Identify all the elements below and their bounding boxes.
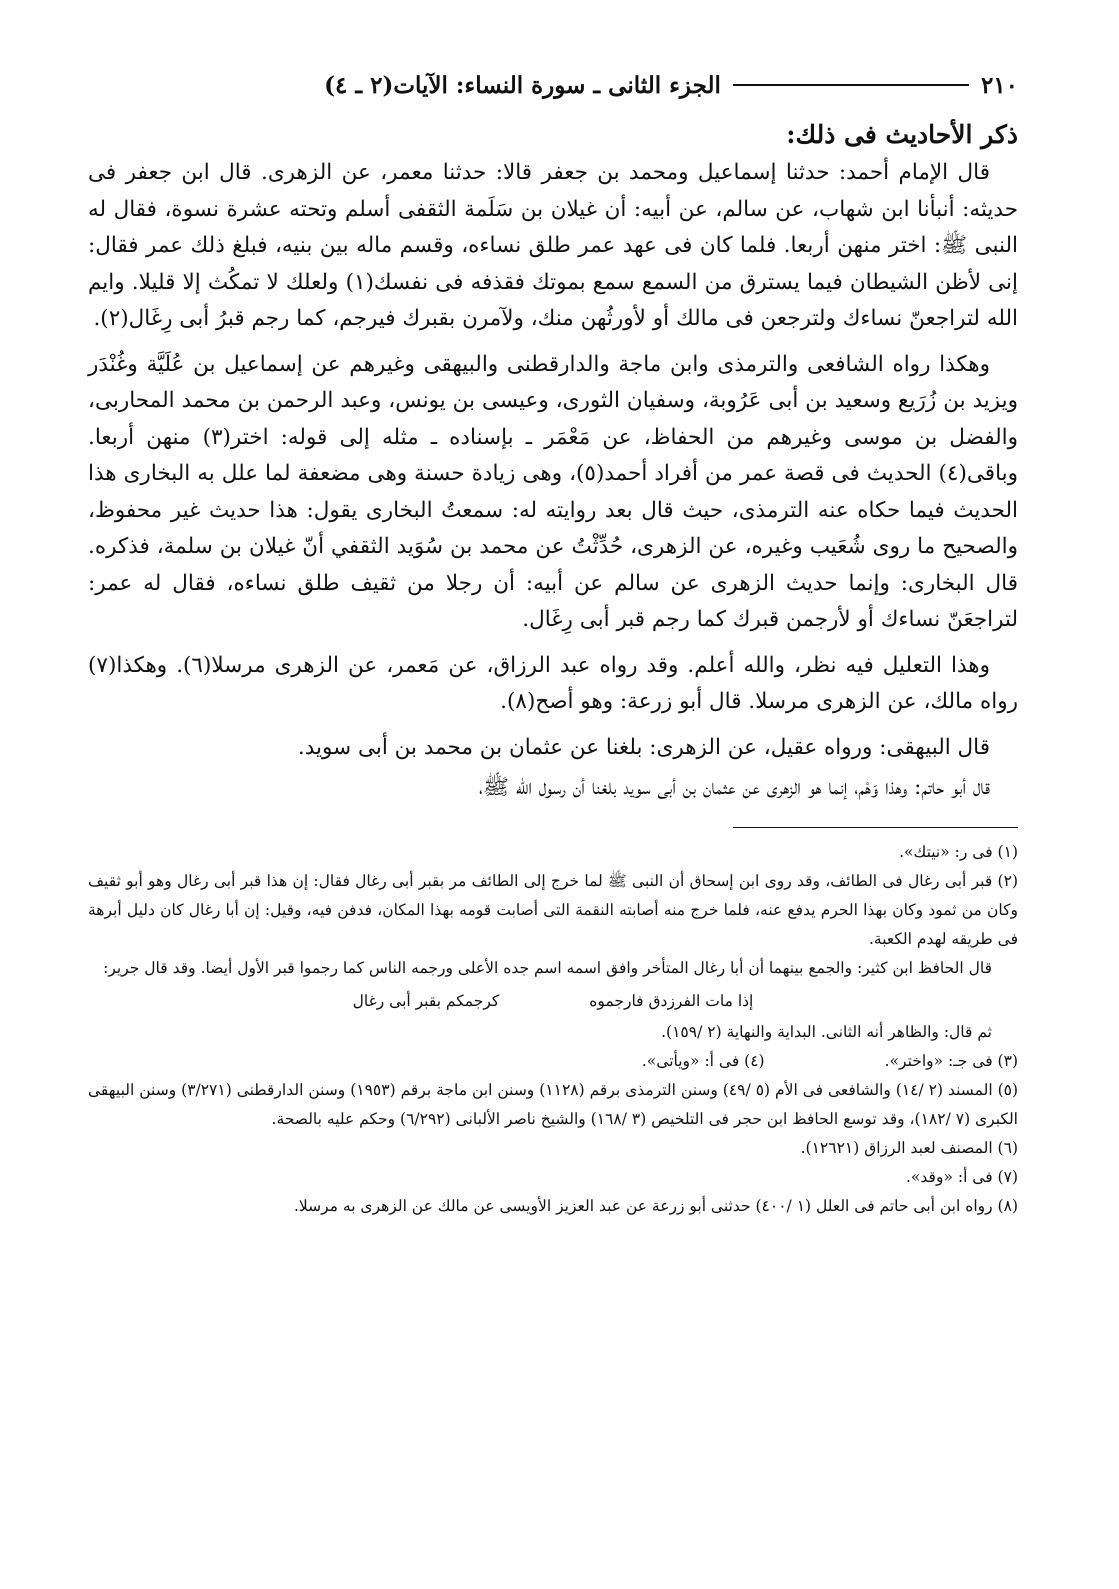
verse-first-hemistich: إذا مات الفرزدق فارجموه xyxy=(589,991,754,1010)
paragraph: قال أبو حاتم: وهذا وَهْم، إنما هو الزهرى عن عثمان بن أبى سويد بلغنا أن رسول الله ﷺ، xyxy=(478,775,990,800)
footnote-row xyxy=(88,1047,1018,1076)
page-number: ٢١٠ xyxy=(980,71,1018,99)
paragraph: وهكذا رواه الشافعى والترمذى وابن ماجة والدارقطنى والبيهقى وغيرهم عن إسماعيل بن عُلَيَّة وغُنْدَر ويزيد بن زُرَيع وسعيد بن أبى عَرُوبة، وسفيان الثورى، وعيسى بن يونس، وعبد الرحمن بن محمد المحاربى، والفضل بن موسى وغيرهم من الحفاظ، عن مَعْمَر ـ بإسناده ـ مثله إلى قوله: اختر(٣) منهن أربعا. وباقى(٤) الحديث فى قصة عمر من أفراد أحمد(٥)، وهى زيادة حسنة وهى مضعفة لما علل به البخارى هذا الحديث فيما حكاه عنه الترمذى، حيث قال بعد روايته له: سمعتُ البخارى يقول: هذا حديث غير محفوظ، والصحيح ما روى شُعَيب وغيره، عن الزهرى، حُدِّثْتُ عن محمد بن سُوَيد الثقفي أنّ غيلان بن سلمة، فذكره. قال البخارى: وإنما حديث الزهرى عن سالم عن أبيه: أن رجلا من ثقيف طلق نساءه، فقال له عمر: لتراجعَنّ نساءك أو لأرجمن قبرك كما رجم قبر أبى رِغَال. xyxy=(88,351,1018,632)
footnotes xyxy=(88,838,1018,1221)
footnote-7: (٧) فى أ: «وقد». xyxy=(906,1167,1018,1186)
paragraph: قال البيهقى: ورواه عقيل، عن الزهرى: بلغنا عن عثمان بن محمد بن أبى سويد. xyxy=(297,734,990,760)
running-header xyxy=(88,64,1018,106)
footnote-1: (١) فى ر: «نيتك». xyxy=(899,842,1018,861)
running-title: الجزء الثانى ـ سورة النساء: الآيات(٢ ـ ٤) xyxy=(324,71,721,99)
footnote-5: (٥) المسند (٢ /١٤) والشافعى فى الأم (٥ /٤٩) وسنن الترمذى برقم (١١٢٨) وسنن ابن ماجة برقم (١٩٥٣) وسنن الدارقطنى (٣/٢٧١) وسنن البيهقى الكبرى (٧ /١٨٢)، وقد توسع الحافظ ابن حجر فى التلخيص (٣ /١٦٨) والشيخ ناصر الألبانى (٦/٢٩٢) وحكم عليه بالصحة. xyxy=(88,1080,1019,1128)
footnote-2: (٢) قبر أبى رغال فى الطائف، وقد روى ابن إسحاق أن النبى ﷺ لما خرج إلى الطائف مر بقبر أبى رغال فقال: إن هذا قبر أبى رغال وهو أبو ثقيف وكان من ثمود وكان بهذا الحرم يدفع عنه، فلما خرج منه أصابته النقمة التى أصابت قومه بهذا المكان، فدفن فيه، وقيل: إن أبا رغال كان دليل أبرهة فى طريقه لهدم الكعبة. xyxy=(88,871,1018,948)
footnote-3: (٣) فى جـ: «واختر». xyxy=(884,1051,1018,1070)
verse-second-hemistich: كرجمكم بقبر أبى رغال xyxy=(352,991,500,1010)
paragraph: وهذا التعليل فيه نظر، والله أعلم. وقد رواه عبد الرزاق، عن مَعمر، عن الزهرى مرسلا(٦). وهكذا(٧) رواه مالك، عن الزهرى مرسلا. قال أبو زرعة: وهو أصح(٨). xyxy=(88,652,1018,714)
section-title: ذكر الأحاديث فى ذلك: xyxy=(786,120,1018,149)
footnote-8: (٨) رواه ابن أبى حاتم فى العلل (١ /٤٠٠) حدثنى أبو زرعة عن عبد العزيز الأويسى عن مالك عن الزهرى به مرسلا. xyxy=(293,1196,1018,1215)
main-text xyxy=(88,155,1018,807)
footnote-2-continuation: قال الحافظ ابن كثير: والجمع بينهما أن أبا رغال المتأخر وافق اسمه اسم جده الأعلى ورجمه الناس كما رجموا قبر الأول أيضا. وقد قال جرير: xyxy=(103,958,992,977)
footnote-6: (٦) المصنف لعبد الرزاق (١٢٦٢١). xyxy=(800,1138,1018,1157)
footnote-divider xyxy=(733,827,1018,828)
header-rule xyxy=(733,84,969,86)
book-page xyxy=(88,64,1018,1564)
footnote-2-end: ثم قال: والظاهر أنه الثانى. البداية والنهاية (٢ /١٥٩). xyxy=(661,1022,992,1041)
footnote-4: (٤) فى أ: «ويأتى». xyxy=(641,1051,765,1070)
poem-verse xyxy=(88,987,1018,1016)
paragraph: قال الإمام أحمد: حدثنا إسماعيل ومحمد بن جعفر قالا: حدثنا معمر، عن الزهرى. قال ابن جعفر فى حديثه: أنبأنا ابن شهاب، عن سالم، عن أبيه: أن غيلان بن سَلَمة الثقفى أسلم وتحته عشرة نسوة، فقال له النبى ﷺ: اختر منهن أربعا. فلما كان فى عهد عمر طلق نساءه، وقسم ماله بين بنيه، فبلغ ذلك عمر فقال: إنى لأظن الشيطان فيما يسترق من السمع سمع بموتك فقذفه فى نفسك(١) ولعلك لا تمكُث إلا قليلا. وايم الله لتراجعنّ نساءك ولترجعن فى مالك أو لأورثُهن منك، ولآمرن بقبرك فيرجم، كما رجم قبرُ أبى رِغَال(٢). xyxy=(88,160,1018,331)
